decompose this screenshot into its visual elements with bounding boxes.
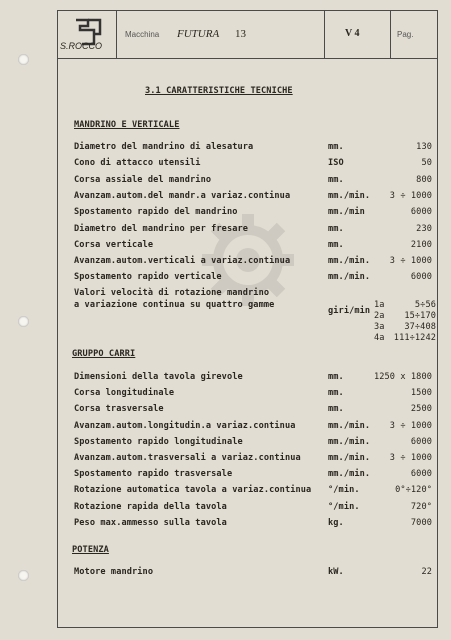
machine-name: FUTURA [177,28,220,40]
spec-value: 6000 [410,207,432,218]
spec-value: 6000 [410,436,432,447]
binder-hole [18,570,29,581]
gamma-value: 37÷408 [404,322,436,332]
spec-label: Avanzam.autom.del mandr.a variaz.continua [74,190,291,201]
gamma-value: 15÷170 [404,311,436,321]
spec-value: 7000 [410,517,432,528]
page-cell [390,11,438,58]
binder-hole [18,54,29,65]
spec-value: 3 ÷ 1000 [389,453,432,463]
gamma-value: 5÷56 [414,300,436,310]
spec-unit: mm./min. [328,420,371,431]
gamma-label: 1a [374,300,385,310]
spec-unit: mm. [328,239,344,250]
spec-unit: mm. [328,404,344,415]
spec-label: Spostamento rapido del mandrino [74,207,238,218]
spec-value: 3 ÷ 1000 [389,420,432,431]
spec-value: 130 [416,142,432,152]
spec-unit: mm./min [328,207,365,218]
machine-label: Macchina [125,30,160,39]
gamma-label: 3a [374,322,385,332]
spec-value: 22 [421,567,432,577]
spec-unit: °/min. [328,485,360,496]
spec-value: 0°÷120° [395,485,432,496]
spec-value: 720° [410,501,432,512]
spec-value: 2100 [410,239,432,250]
spec-value: 6000 [410,272,432,283]
spec-unit: mm./min. [328,453,371,463]
spec-unit: mm. [328,372,344,382]
machine-cell [116,11,325,58]
spec-label: Dimensioni della tavola girevole [74,372,243,382]
gamma-value: 111÷1242 [393,333,436,343]
logo-text: S.ROCCO [60,41,103,51]
spec-label: Avanzam.autom.longitudin.a variaz.continua [74,420,296,431]
spec-label: Corsa verticale [74,239,154,250]
page-label: Pag. [397,30,414,39]
spec-value: 3 ÷ 1000 [389,190,432,201]
gamma-label: 4a [374,333,385,343]
spec-value: 6000 [410,469,432,480]
spec-label: Avanzam.autom.verticali a variaz.continua [74,256,291,267]
section-heading-potenza: POTENZA [72,545,109,555]
spec-value: 230 [416,223,432,234]
gamma-label: 2a [374,311,385,321]
spec-label: Spostamento rapido longitudinale [74,436,243,447]
spec-value: 2500 [410,404,432,415]
spec-unit: mm. [328,142,344,152]
spec-label: Corsa trasversale [74,404,164,415]
spec-unit: mm. [328,174,344,185]
spec-label: Rotazione rapida della tavola [74,501,227,512]
section-title: 3.1 CARATTERISTICHE TECNICHE [145,86,293,96]
spec-unit: ISO [328,158,344,169]
spec-unit: mm./min. [328,272,371,283]
spec-unit: mm./min. [328,190,371,201]
page-header [58,11,437,59]
spec-value: 800 [416,174,432,185]
section-heading-mandrino: MANDRINO E VERTICALE [74,120,180,130]
spec-label: Diametro del mandrino per fresare [74,223,249,234]
speed-unit: giri/min [328,306,371,316]
spec-unit: °/min. [328,501,360,512]
binder-hole [18,316,29,327]
spec-value: 50 [421,158,432,169]
spec-label: Spostamento rapido trasversale [74,469,233,480]
spec-unit: kg. [328,517,344,528]
spec-label: Corsa assiale del mandrino [74,174,212,185]
spec-unit: mm./min. [328,469,371,480]
spec-unit: kW. [328,567,344,577]
spec-value: 1500 [410,388,432,399]
spec-label: Avanzam.autom.trasversali a variaz.continua [74,453,301,463]
spec-label: Corsa longitudinale [74,388,175,399]
version-cell [324,11,391,58]
speed-label-line2: a variazione continua su quattro gamme [74,300,275,310]
machine-number: 13 [235,28,246,40]
spec-label: Diametro del mandrino di alesatura [74,142,254,152]
spec-unit: mm. [328,388,344,399]
section-heading-carri: GRUPPO CARRI [72,349,136,359]
spec-label: Rotazione automatica tavola a variaz.continua [74,485,312,496]
version: V 4 [345,28,360,39]
spec-label: Spostamento rapido verticale [74,272,222,283]
spec-unit: mm. [328,223,344,234]
spec-unit: mm./min. [328,436,371,447]
spec-value: 3 ÷ 1000 [389,256,432,267]
spec-label: Peso max.ammesso sulla tavola [74,517,227,528]
speed-label-line1: Valori velocità di rotazione mandrino [74,288,270,298]
spec-label: Motore mandrino [74,567,154,577]
spec-label: Cono di attacco utensili [74,158,201,169]
spec-value: 1250 x 1800 [373,372,432,382]
spec-unit: mm./min. [328,256,371,267]
